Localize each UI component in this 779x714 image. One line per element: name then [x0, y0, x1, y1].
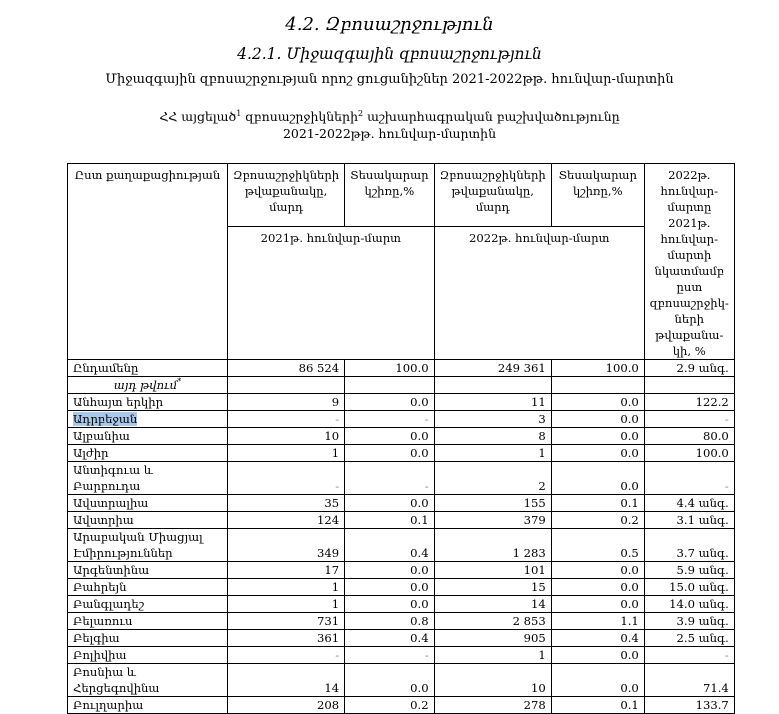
header-period-2021: 2021թ. հունվար-մարտ — [228, 226, 435, 359]
cell-c2022: 1 283 — [434, 529, 551, 562]
empty-cell — [228, 377, 345, 394]
cell-c2021: 10 — [228, 428, 345, 445]
cell-ratio: 2.5 անգ. — [644, 630, 734, 647]
cell-s2022: 0.1 — [551, 495, 644, 512]
country-name[interactable] — [68, 445, 228, 462]
empty-cell — [551, 377, 644, 394]
subheading-text: այդ թվում — [113, 378, 178, 392]
subtitle: Միջազգային զբոսաշրջության որոշ ցուցանիշներ 2021-2022թթ. հունվար-մարտին — [105, 72, 674, 87]
cell-s2021: - — [345, 647, 434, 664]
cell-c2022: 1 — [434, 647, 551, 664]
table-row — [68, 562, 735, 579]
country-name-text: Ադրբեջան — [73, 412, 138, 426]
cell-s2021: 0.8 — [345, 613, 434, 630]
table-row — [68, 512, 735, 529]
country-name[interactable] — [68, 411, 228, 428]
country-name[interactable] — [68, 394, 228, 411]
cell-ratio: - — [644, 462, 734, 495]
cell-c2022: 10 — [434, 664, 551, 697]
header-period-2022: 2022թ. հունվար-մարտ — [434, 226, 644, 359]
cell-s2021: - — [345, 462, 434, 495]
cell-c2021: - — [228, 647, 345, 664]
cell-s2021: 0.0 — [345, 579, 434, 596]
country-name-text: Անտիգուա և Բարբուդա — [73, 463, 153, 493]
empty-cell — [345, 377, 434, 394]
country-name-text: Բելառուս — [73, 614, 133, 628]
country-name[interactable] — [68, 428, 228, 445]
country-name[interactable] — [68, 462, 228, 495]
section-title: 4.2. Զբոսաշրջություն — [285, 14, 494, 35]
empty-cell — [644, 377, 734, 394]
table-row — [68, 394, 735, 411]
cell-s2022: 0.0 — [551, 664, 644, 697]
cell-ratio: 5.9 անգ. — [644, 562, 734, 579]
header-share-2021: Տեսակարար կշիռը,% — [345, 164, 434, 227]
cell-ratio: 80.0 — [644, 428, 734, 445]
table-title — [0, 108, 779, 142]
table-row — [68, 647, 735, 664]
cell-c2022: 379 — [434, 512, 551, 529]
table-row — [68, 630, 735, 647]
cell-s2021: - — [345, 411, 434, 428]
country-name-text: Արգենտինա — [73, 563, 150, 577]
cell-c2022: 11 — [434, 394, 551, 411]
cell-c2021: 1 — [228, 445, 345, 462]
cell-s2021: 0.0 — [345, 495, 434, 512]
cell-s2022: 1.1 — [551, 613, 644, 630]
country-name[interactable] — [68, 697, 228, 714]
table-row — [68, 697, 735, 714]
table-title-part3: աշխարհագրական բաշխվածությունը — [363, 109, 620, 124]
cell-ratio: - — [644, 411, 734, 428]
cell-s2021: 0.2 — [345, 697, 434, 714]
cell-c2022: 15 — [434, 579, 551, 596]
country-name[interactable] — [68, 613, 228, 630]
cell-c2022: 101 — [434, 562, 551, 579]
cell-ratio: 3.9 անգ. — [644, 613, 734, 630]
cell-c2021: 17 — [228, 562, 345, 579]
footnote-2[interactable]: 2 — [358, 108, 364, 118]
cell-s2021: 0.4 — [345, 630, 434, 647]
cell-s2022: 0.0 — [551, 647, 644, 664]
cell-s2022: 0.0 — [551, 462, 644, 495]
country-name[interactable] — [68, 529, 228, 562]
header-citizenship: Ըստ քաղաքացիության — [68, 164, 228, 360]
cell-c2022: 905 — [434, 630, 551, 647]
total-row — [68, 360, 735, 377]
country-name[interactable] — [68, 360, 228, 377]
country-name[interactable] — [68, 596, 228, 613]
cell-s2022: 0.0 — [551, 411, 644, 428]
cell-ratio: 122.2 — [644, 394, 734, 411]
cell-c2021: 361 — [228, 630, 345, 647]
cell-c2022: 1 — [434, 445, 551, 462]
cell-ratio: 3.7 անգ. — [644, 529, 734, 562]
cell-c2022: 14 — [434, 596, 551, 613]
country-name-text: Ավստրալիա — [73, 496, 149, 510]
cell-c2021: - — [228, 462, 345, 495]
table-row — [68, 596, 735, 613]
country-name-text: Բելգիա — [73, 631, 120, 645]
cell-s2022: 0.5 — [551, 529, 644, 562]
cell-s2022: 0.1 — [551, 697, 644, 714]
country-name-text: Անհայտ երկիր — [73, 395, 164, 409]
cell-c2021: 208 — [228, 697, 345, 714]
cell-s2021: 0.0 — [345, 428, 434, 445]
cell-s2022: 0.0 — [551, 562, 644, 579]
cell-s2022: 0.2 — [551, 512, 644, 529]
table-row — [68, 613, 735, 630]
table-title-part1: ՀՀ այցելած — [159, 109, 237, 124]
cell-ratio: 133.7 — [644, 697, 734, 714]
cell-c2021: 86 524 — [228, 360, 345, 377]
table-row — [68, 462, 735, 495]
cell-s2021: 0.0 — [345, 445, 434, 462]
cell-c2022: 2 — [434, 462, 551, 495]
table-row — [68, 495, 735, 512]
cell-s2021: 0.0 — [345, 596, 434, 613]
cell-s2022: 0.4 — [551, 630, 644, 647]
cell-c2022: 3 — [434, 411, 551, 428]
table-title-part2: զբոսաշրջիկների — [241, 109, 359, 124]
country-name-text: Ընդամենը — [73, 361, 139, 375]
country-name[interactable] — [68, 512, 228, 529]
cell-s2021: 0.4 — [345, 529, 434, 562]
table-row — [68, 579, 735, 596]
cell-c2021: 14 — [228, 664, 345, 697]
header-count-2022: Զբոսաշրջիկների թվաքանակը, մարդ — [434, 164, 551, 227]
cell-ratio: - — [644, 647, 734, 664]
cell-ratio: 14.0 անգ. — [644, 596, 734, 613]
country-name-text: Արաբական Միացյալ Էմիրություններ — [73, 530, 203, 560]
cell-c2021: 1 — [228, 596, 345, 613]
cell-ratio: 71.4 — [644, 664, 734, 697]
country-name[interactable] — [68, 579, 228, 596]
table-row — [68, 445, 735, 462]
cell-c2022: 278 — [434, 697, 551, 714]
cell-s2022: 0.0 — [551, 428, 644, 445]
footnote-1[interactable]: 1 — [236, 108, 242, 118]
country-name-text: Բանգլադեշ — [73, 597, 145, 611]
cell-c2022: 2 853 — [434, 613, 551, 630]
subheading-row — [68, 377, 735, 394]
country-name[interactable] — [68, 647, 228, 664]
table-row — [68, 664, 735, 697]
table-title-period: 2021-2022թթ. հունվար-մարտին — [282, 126, 497, 141]
country-name-text: Բահրեյն — [73, 580, 127, 594]
header-ratio: 2022թ. հունվար-մարտը 2021թ. հունվար-մարտի նկատմամբ ըստ զբոսաշրջիկ-ների թվաքանա-կի, % — [644, 164, 734, 360]
cell-ratio: 4.4 անգ. — [644, 495, 734, 512]
cell-c2021: - — [228, 411, 345, 428]
cell-c2021: 1 — [228, 579, 345, 596]
cell-ratio: 3.1 անգ. — [644, 512, 734, 529]
cell-s2022: 0.0 — [551, 445, 644, 462]
country-name[interactable] — [68, 495, 228, 512]
header-count-2021: Զբոսաշրջիկների թվաքանակը, մարդ — [228, 164, 345, 227]
cell-s2021: 0.0 — [345, 664, 434, 697]
cell-s2021: 100.0 — [345, 360, 434, 377]
cell-c2021: 349 — [228, 529, 345, 562]
cell-ratio: 100.0 — [644, 445, 734, 462]
subsection-title: 4.2.1. Միջազգային զբոսաշրջություն — [237, 45, 542, 63]
country-name-text: Ալժիր — [73, 446, 109, 460]
cell-s2021: 0.0 — [345, 394, 434, 411]
country-name[interactable] — [68, 630, 228, 647]
cell-s2021: 0.0 — [345, 562, 434, 579]
cell-c2021: 124 — [228, 512, 345, 529]
country-name-text: Ավստրիա — [73, 513, 134, 527]
cell-c2021: 731 — [228, 613, 345, 630]
table-row — [68, 411, 735, 428]
subheading-including — [68, 377, 228, 394]
table-row — [68, 529, 735, 562]
cell-s2022: 100.0 — [551, 360, 644, 377]
country-name-text: Բոլիվիա — [73, 648, 127, 662]
cell-c2021: 35 — [228, 495, 345, 512]
cell-c2022: 249 361 — [434, 360, 551, 377]
cell-ratio: 2.9 անգ. — [644, 360, 734, 377]
empty-cell — [434, 377, 551, 394]
cell-c2021: 9 — [228, 394, 345, 411]
country-name-text: Բուլղարիա — [73, 698, 144, 712]
country-name-text: Բոսնիա և Հերցեգովինա — [73, 665, 160, 695]
cell-s2021: 0.1 — [345, 512, 434, 529]
header-share-2022: Տեսակարար կշիռը,% — [551, 164, 644, 227]
cell-s2022: 0.0 — [551, 579, 644, 596]
table-row — [68, 428, 735, 445]
footnote-marker: * — [177, 377, 182, 387]
cell-c2022: 155 — [434, 495, 551, 512]
tourists-by-citizenship-table — [67, 163, 735, 714]
cell-s2022: 0.0 — [551, 596, 644, 613]
cell-c2022: 8 — [434, 428, 551, 445]
country-name-text: Ալբանիա — [73, 429, 130, 443]
country-name[interactable] — [68, 664, 228, 697]
country-name[interactable] — [68, 562, 228, 579]
cell-ratio: 15.0 անգ. — [644, 579, 734, 596]
cell-s2022: 0.0 — [551, 394, 644, 411]
